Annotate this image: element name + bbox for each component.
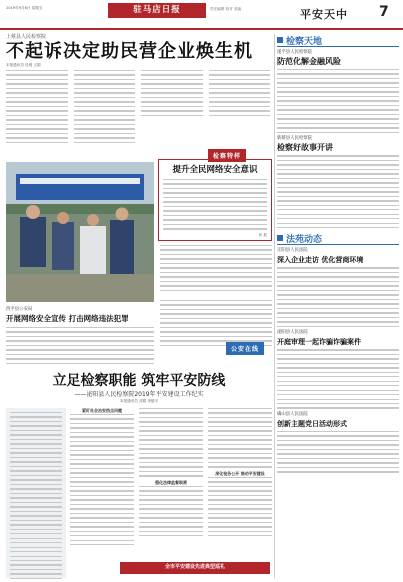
lead-kicker: 上蔡县人民检察院 <box>6 34 47 40</box>
feature-byline: 本报通讯员 邓娟 李德平 <box>119 399 159 403</box>
feature-body <box>70 408 272 558</box>
right-column <box>277 34 399 476</box>
commentary-byline: 孙 振 <box>258 232 267 237</box>
commentary-text <box>163 179 267 230</box>
lead-byline: 本报通讯员 杜明 王娟 <box>6 63 41 67</box>
section-jiancha-tiandi <box>277 34 399 47</box>
feature-headline: 立足检察职能 筑牢平安防线 <box>52 373 226 389</box>
s1-text <box>277 69 399 133</box>
tag-jiancha: 检察特样 <box>208 149 246 162</box>
s3-kicker: 正阳县人民法院 <box>277 248 308 254</box>
police-kicker: 西平县公安局 <box>6 307 33 312</box>
section-label: 检察天地 <box>286 36 323 47</box>
tag-gongan: 公安在线 <box>226 342 264 355</box>
police-headline: 开展网络安全宣传 打击网络违法犯罪 <box>6 314 129 323</box>
feature-col-3-text <box>208 408 272 468</box>
s2-headline: 检察好故事开讲 <box>277 142 333 153</box>
section-label: 法苑动态 <box>286 234 323 245</box>
s2-kicker: 新蔡县人民检察院 <box>277 136 313 142</box>
lead-text-col-3 <box>141 70 203 150</box>
commentary-headline: 提升全民网络安全意识 <box>172 165 258 175</box>
masthead-date: 2019年9月6日 星期五 <box>6 6 43 10</box>
feature-header <box>6 372 272 404</box>
s3-headline: 深入企业走访 优化营商环境 <box>277 255 364 265</box>
page-section-title: 平安天中 <box>300 8 348 21</box>
commentary-box <box>158 159 272 241</box>
lead-text-col-2 <box>74 70 136 150</box>
feature-col-3 <box>208 408 272 558</box>
feature-col-3-text-b <box>208 477 272 537</box>
section-fayuan-dongtai <box>277 232 399 245</box>
s1-headline: 防范化解金融风险 <box>277 56 341 66</box>
masthead-editors: 责任编辑 校对 美编 <box>210 7 242 11</box>
feature-col-1-text <box>70 414 134 545</box>
feature-intro-text <box>6 408 66 582</box>
lead-article-body <box>6 70 270 150</box>
feature-subsection-3: 深化检务公开 推动平安建设 <box>215 470 265 476</box>
feature-intro-panel <box>6 408 66 578</box>
s5-headline: 创新主题党日活动形式 <box>277 418 347 428</box>
s5-text <box>277 431 399 473</box>
s4-kicker: 泌阳县人民法院 <box>277 330 308 336</box>
section-marker-icon <box>277 37 283 43</box>
newspaper-logo: 驻马店日报 <box>108 3 206 18</box>
feature-subhead: ——泌阳县人民检察院2019年平安建设工作纪实 <box>74 391 204 398</box>
feature-col-2 <box>139 408 203 558</box>
police-article <box>6 304 154 367</box>
s1-kicker: 遂平县人民检察院 <box>277 50 313 55</box>
feature-col-2-text-b <box>139 486 203 537</box>
feature-banner: 全市平安建设先进典型巡礼 <box>120 562 270 574</box>
s2-text <box>277 155 399 228</box>
feature-subsection-1: 紧盯社会治安热点问题 <box>82 408 122 413</box>
police-event-photo <box>6 162 154 302</box>
s5-kicker: 确山县人民法院 <box>277 411 308 417</box>
s4-headline: 开庭审理一起诈骗诈骗案件 <box>277 337 361 347</box>
photo-illustration <box>6 162 154 302</box>
column-divider <box>274 34 275 578</box>
lead-text-col-1 <box>6 70 68 150</box>
page-number: 7 <box>379 4 389 20</box>
feature-col-2-text <box>139 408 203 477</box>
lead-text-col-4 <box>209 70 271 150</box>
feature-col-1 <box>70 408 134 558</box>
feature-subsection-2: 强化法律监督职责 <box>155 479 187 485</box>
masthead <box>0 0 403 30</box>
s4-text <box>277 349 399 409</box>
police-text <box>6 327 154 364</box>
lead-headline: 不起诉决定助民营企业焕生机 <box>6 41 253 62</box>
left-column <box>6 34 270 68</box>
s3-text <box>277 267 399 327</box>
lead-continuation-text <box>160 245 272 294</box>
section-marker-icon <box>277 235 283 241</box>
